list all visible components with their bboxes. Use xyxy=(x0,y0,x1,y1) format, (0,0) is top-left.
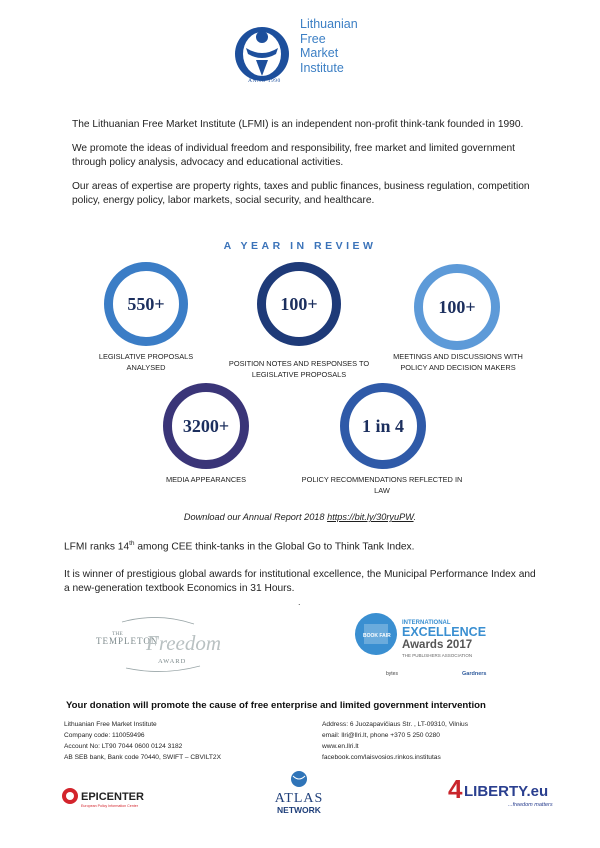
templeton-the: THE xyxy=(112,631,123,637)
contact-right xyxy=(322,719,468,763)
stat-value: 100+ xyxy=(438,296,476,317)
download-text: Download our Annual Report 2018 xyxy=(183,512,328,522)
logo-line: Lithuanian xyxy=(300,17,358,31)
rank-before: LFMI ranks 14 xyxy=(64,541,130,553)
contact-line: AB SEB bank, Bank code 70440, SWIFT – CBVILT2X xyxy=(64,754,221,761)
excellence-awards: Awards 2017 xyxy=(402,639,473,651)
sponsor-bytes: bytes xyxy=(386,671,398,677)
stat-value: 550+ xyxy=(127,293,165,314)
stat-label: MEDIA APPEARANCES xyxy=(165,475,247,484)
contact-line: Lithuanian Free Market Institute xyxy=(64,721,157,728)
year-in-review-title: A YEAR IN REVIEW xyxy=(223,240,377,252)
contact-line[interactable]: facebook.com/laisvosios.rinkos.institutas xyxy=(322,754,441,761)
atlas-network-logo xyxy=(264,770,334,820)
donation-appeal: Your donation will promote the cause of free enterprise and limited government intervention xyxy=(66,700,486,711)
stat-ring-recommendations xyxy=(340,383,426,469)
stat-label: POLICY RECOMMENDATIONS REFLECTED IN LAW xyxy=(301,475,463,495)
stat-ring-media xyxy=(163,383,249,469)
4liberty-logo xyxy=(448,772,558,812)
stat-ring-position-notes xyxy=(257,262,341,346)
stat-ring-proposals xyxy=(104,262,188,346)
intro-paragraph: We promote the ideas of individual freedom and responsibility, free market and limited government through policy analysis, advocacy and educational activities. xyxy=(72,143,516,168)
excellence-word: EXCELLENCE xyxy=(402,625,487,639)
contact-line: Company code: 110059496 xyxy=(64,732,145,739)
contact-line: Address: 6 Juozapavičiaus Str. , LT-09310, Vilnius xyxy=(322,721,468,728)
liberty-four: 4 xyxy=(448,774,463,804)
excellence-intl: INTERNATIONAL xyxy=(402,620,451,626)
stat-value: 3200+ xyxy=(182,415,230,436)
logo-wordmark xyxy=(300,17,358,75)
annual-report-link[interactable]: https://bit.ly/30ryuPW xyxy=(327,512,414,522)
stray-dot: . xyxy=(298,597,301,607)
logo-line: Market xyxy=(300,46,339,60)
book-fair-label: BOOK FAIR xyxy=(363,633,391,639)
stat-ring-meetings xyxy=(414,264,500,350)
intro-paragraph: Our areas of expertise are property rights, taxes and public finances, business regulation, competition policy, energy policy, labor markets, social security, and healthcare. xyxy=(72,181,530,206)
international-excellence-awards-logo xyxy=(352,612,502,682)
sponsor-gardners: Gardners xyxy=(462,671,487,677)
templeton-award: AWARD xyxy=(158,658,187,665)
contact-line[interactable]: www.en.llri.lt xyxy=(322,743,359,750)
atlas-network: NETWORK xyxy=(277,805,321,815)
stat-label: MEETINGS AND DISCUSSIONS WITH POLICY AND DECISION MAKERS xyxy=(393,352,523,372)
stat-label: POSITION NOTES AND RESPONSES TO LEGISLATIVE PROPOSALS xyxy=(228,359,370,379)
epicenter-sub: European Policy Information Center xyxy=(81,804,138,808)
contact-line[interactable]: email: llri@llri.lt, phone +370 5 250 0280 xyxy=(322,732,440,739)
contact-line: Account No: LT90 7044 0600 0124 3182 xyxy=(64,743,183,750)
templeton-name: TEMPLETON xyxy=(96,636,159,646)
stat-label: LEGISLATIVE PROPOSALS ANALYSED xyxy=(98,352,194,372)
download-suffix: . xyxy=(413,512,417,522)
rank-sup: th xyxy=(129,540,135,547)
contact-left xyxy=(64,719,221,763)
intro-paragraph: The Lithuanian Free Market Institute (LFMI) is an independent non-profit think-tank founded in 1990. xyxy=(72,119,524,130)
templeton-freedom: Freedom xyxy=(146,631,222,655)
epicenter-name: EPICENTER xyxy=(81,791,144,803)
excellence-partner: THE PUBLISHERS ASSOCIATION xyxy=(402,653,473,658)
stat-value: 100+ xyxy=(280,293,318,314)
ranking-text xyxy=(64,540,414,552)
liberty-name: LIBERTY.eu xyxy=(464,783,549,800)
logo-line: Institute xyxy=(300,60,344,75)
liberty-tag: ...freedom matters xyxy=(508,802,553,808)
epicenter-logo xyxy=(60,782,170,812)
awards-text: It is winner of prestigious global awards for institutional excellence, the Municipal Performance Index and a new-generation textbook Economics in 31 Hours. xyxy=(64,569,536,594)
rank-after: among CEE think-tanks in the Global Go to Think Tank Index. xyxy=(134,541,415,553)
intro-text xyxy=(72,118,542,218)
atlas-name: ATLAS xyxy=(274,791,324,806)
logo-motto: ANNO 1990 xyxy=(248,78,281,84)
annual-report-line xyxy=(0,512,600,522)
templeton-freedom-award-logo xyxy=(92,616,228,672)
logo-line: Free xyxy=(300,31,326,46)
stat-value: 1 in 4 xyxy=(361,415,404,436)
